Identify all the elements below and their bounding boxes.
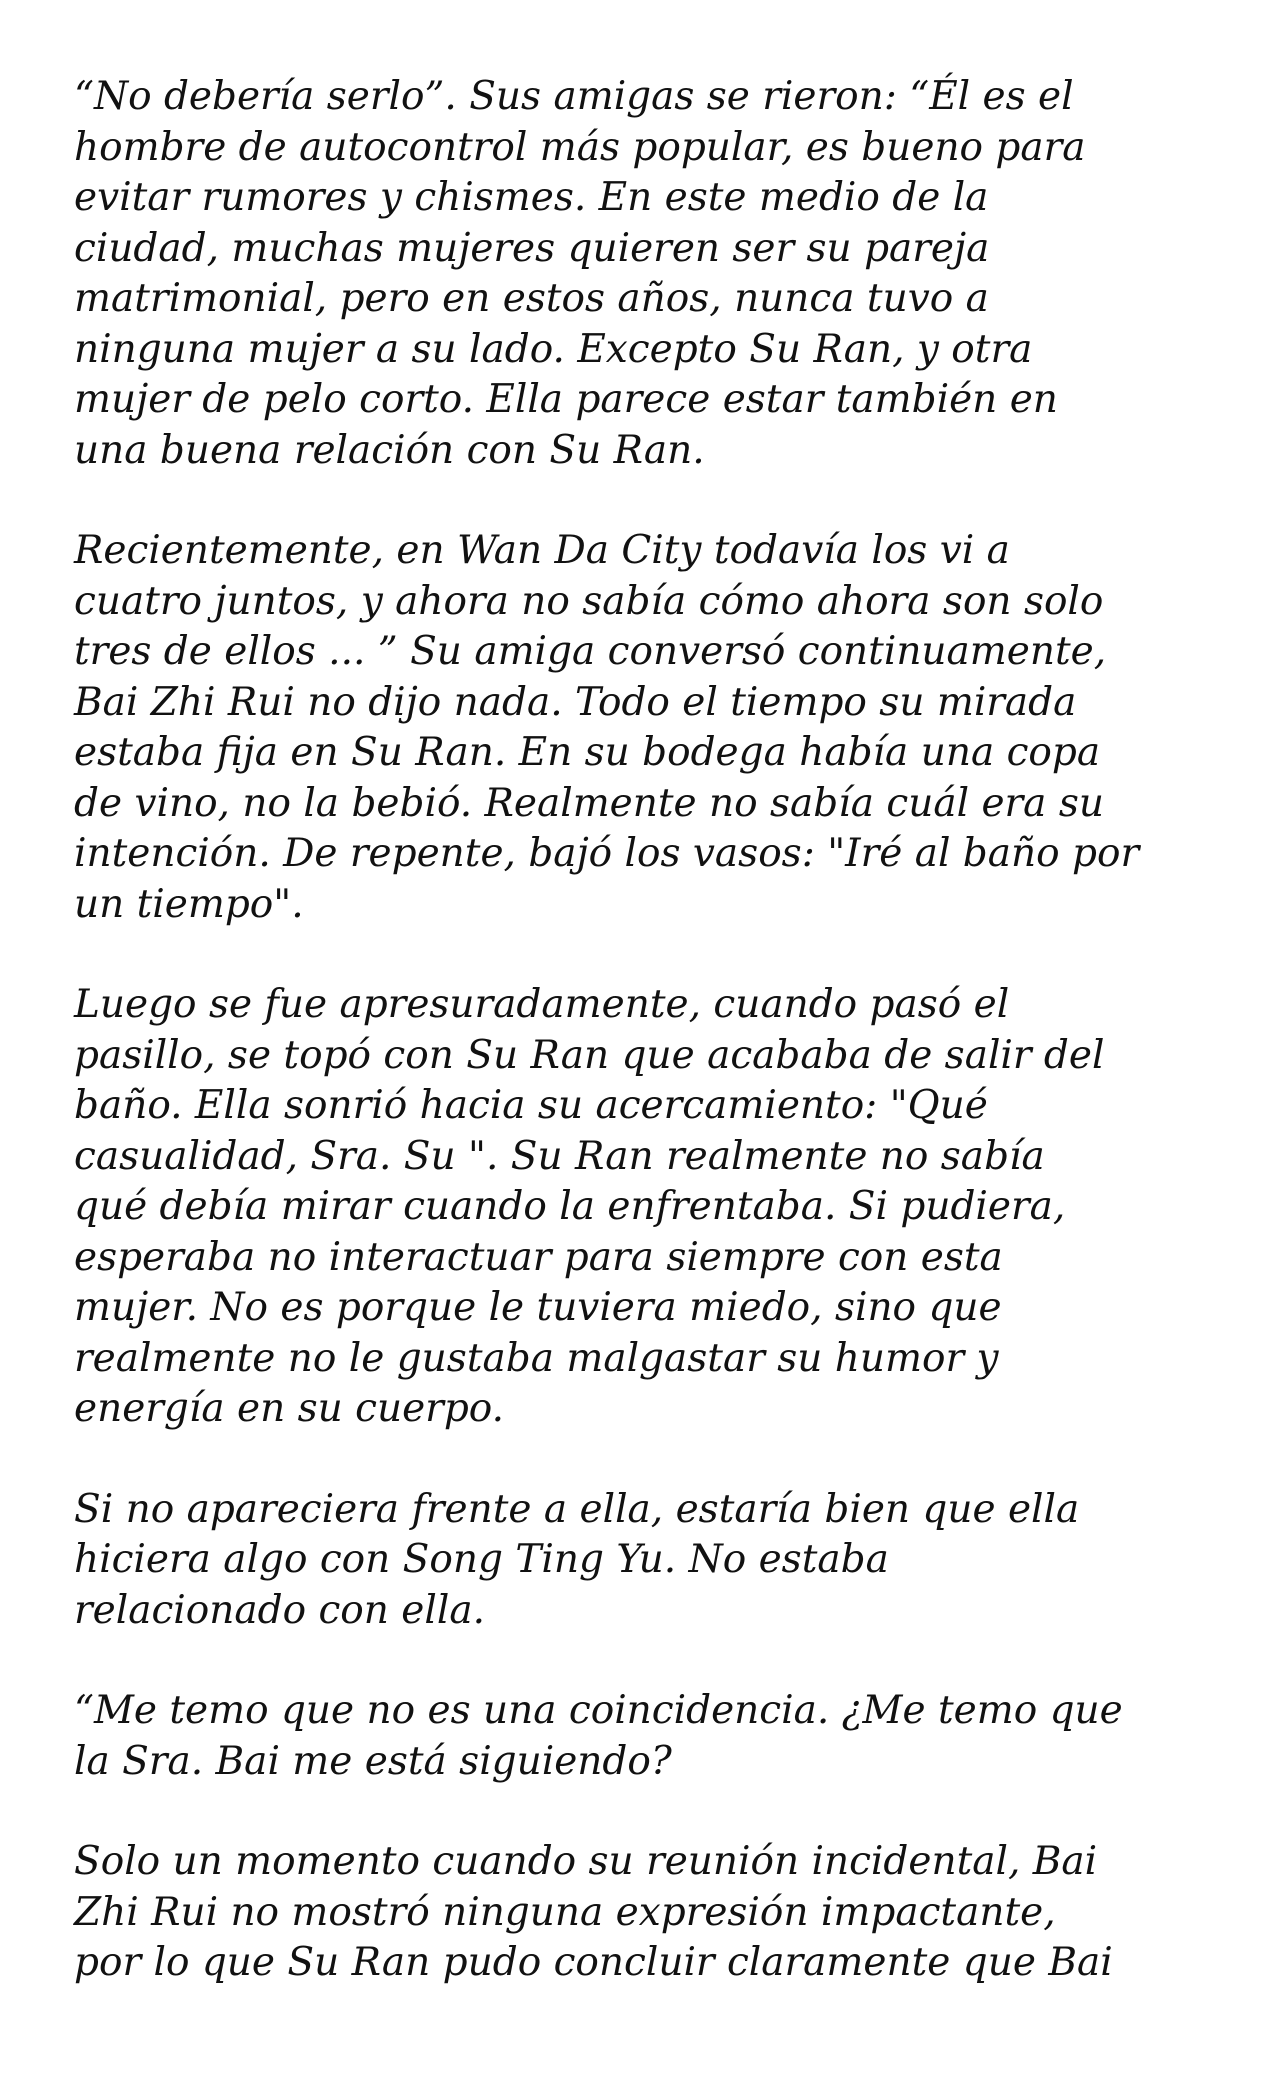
text-line: Recientemente, en Wan Da City todavía los vi a — [74, 528, 1010, 573]
text-line: estaba fija en Su Ran. En su bodega había una copa — [74, 730, 1101, 775]
text-line: casualidad, Sra. Su ". Su Ran realmente no sabía — [74, 1133, 1045, 1179]
paragraph — [74, 980, 1214, 1435]
text-line: de vino, no la bebió. Realmente no sabía cuál era su — [74, 780, 1104, 826]
text-line: mujer de pelo corto. Ella parece estar también en — [74, 377, 1058, 422]
paragraph — [74, 1837, 1214, 1989]
paragraph — [74, 72, 1214, 476]
paragraph — [74, 1686, 1214, 1787]
paragraph — [74, 526, 1214, 930]
text-line: hiciera algo con Song Ting Yu. No estaba — [74, 1537, 889, 1582]
text-line: Bai Zhi Rui no dijo nada. Todo el tiempo su mirada — [74, 679, 1077, 725]
text-line: baño. Ella sonrió hacia su acercamiento: "Qué — [74, 1083, 988, 1128]
text-line: matrimonial, pero en estos años, nunca tuvo a — [74, 276, 989, 321]
text-line: intención. De repente, bajó los vasos: "Iré al baño por — [74, 831, 1140, 876]
text-line: esperaba no interactuar para siempre con esta — [74, 1234, 1003, 1280]
text-line: pasillo, se topó con Su Ran que acababa de salir del — [74, 1032, 1105, 1078]
text-line: una buena relación con Su Ran. — [74, 427, 705, 473]
text-line: “Me temo que no es una coincidencia. ¿Me temo que — [74, 1688, 1123, 1733]
text-line: energía en su cuerpo. — [74, 1386, 504, 1431]
paragraph — [74, 1485, 1214, 1637]
text-line: cuatro juntos, y ahora no sabía cómo ahora son solo — [74, 578, 1104, 624]
text-line: mujer. No es porque le tuviera miedo, sino que — [74, 1285, 1002, 1330]
text-line: tres de ellos ... ” Su amiga conversó continuamente, — [74, 629, 1107, 674]
text-line: evitar rumores y chismes. En este medio de la — [74, 175, 989, 220]
text-line: Si no apareciera frente a ella, estaría bien que ella — [74, 1486, 1080, 1532]
document-body — [74, 72, 1214, 2039]
text-line: Zhi Rui no mostró ninguna expresión impactante, — [74, 1889, 1056, 1935]
text-line: la Sra. Bai me está siguiendo? — [74, 1738, 672, 1784]
text-line: “No debería serlo”. Sus amigas se rieron: “Él es el — [74, 74, 1074, 119]
text-line: por lo que Su Ran pudo concluir claramente que Bai — [74, 1940, 1113, 1985]
text-line: ciudad, muchas mujeres quieren ser su pareja — [74, 225, 990, 271]
text-line: relacionado con ella. — [74, 1587, 485, 1633]
text-line: ninguna mujer a su lado. Excepto Su Ran, y otra — [74, 326, 1033, 372]
text-line: un tiempo". — [74, 881, 304, 927]
text-line: realmente no le gustaba malgastar su humor y — [74, 1335, 999, 1381]
text-line: hombre de autocontrol más popular, es bueno para — [74, 124, 1086, 170]
text-line: Solo un momento cuando su reunión incidental, Bai — [74, 1839, 1098, 1884]
text-line: Luego se fue apresuradamente, cuando pasó el — [74, 982, 1010, 1027]
text-line: qué debía mirar cuando la enfrentaba. Si pudiera, — [74, 1184, 1066, 1229]
